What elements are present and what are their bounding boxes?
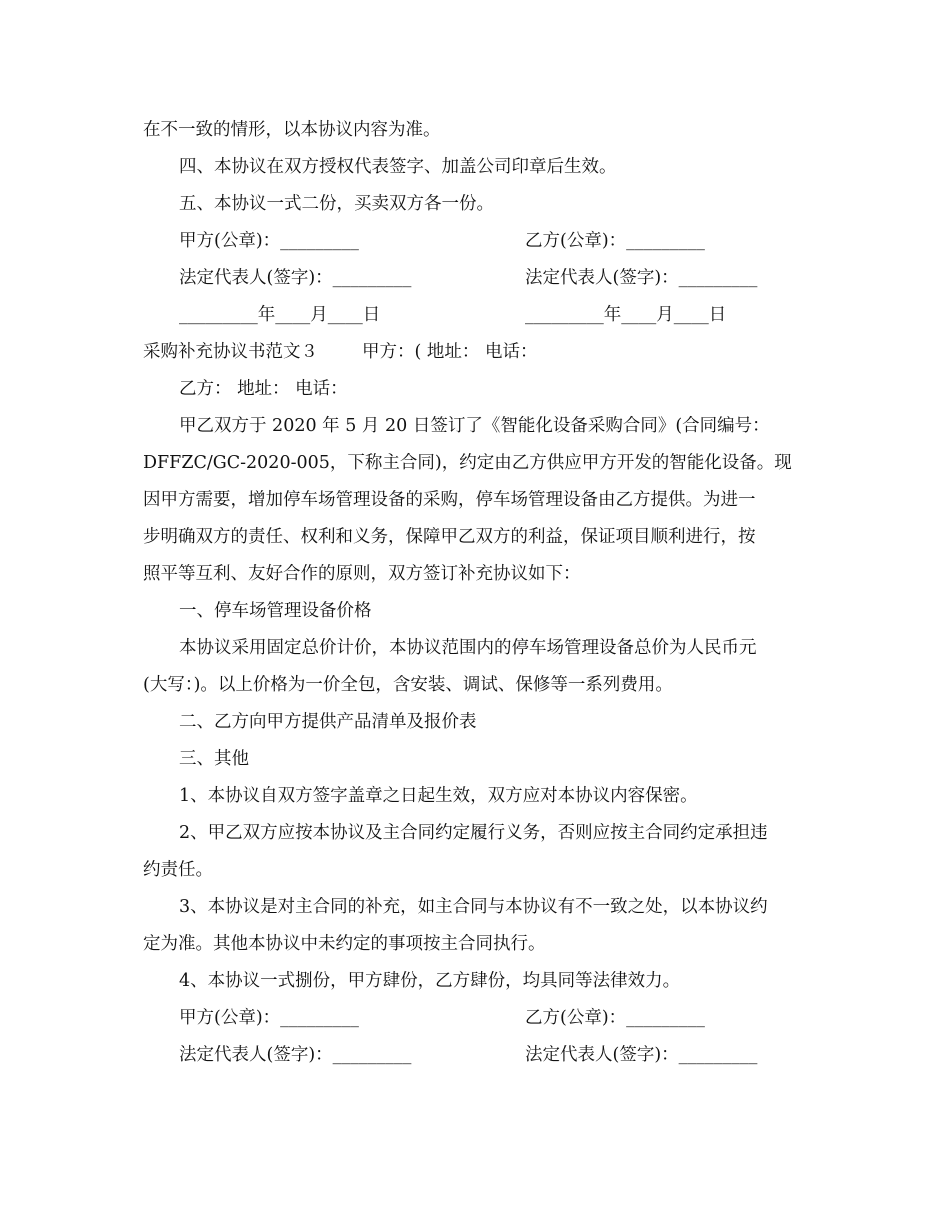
paragraph-line: 甲乙双方于 2020 年 5 月 20 日签订了《智能化设备采购合同》(合同编号： xyxy=(179,416,770,436)
signature-row-date xyxy=(143,297,810,334)
paragraph-line: 照平等互利、友好合作的原则，双方签订补充协议如下： xyxy=(143,564,581,584)
signature-row-rep xyxy=(143,1037,810,1074)
clause-4: 4、本协议一式捌份，甲方肆份，乙方肆份，均具同等法律效力。 xyxy=(179,971,681,991)
paragraph-line: (大写：)。以上价格为一价全包，含安装、调试、保修等一系列费用。 xyxy=(143,675,673,695)
clause-1: 1、本协议自双方签字盖章之日起生效，双方应对本协议内容保密。 xyxy=(179,786,698,806)
signature-row-seal xyxy=(143,1000,810,1037)
heading-product-list: 二、乙方向甲方提供产品清单及报价表 xyxy=(179,712,477,732)
document-body xyxy=(143,112,810,1074)
clause-3-cont: 定为准。其他本协议中未约定的事项按主合同执行。 xyxy=(143,934,546,954)
party-b-seal-field: 乙方(公章)：_________ xyxy=(525,1008,705,1028)
clause-3: 3、本协议是对主合同的补充，如主合同与本协议有不一致之处，以本协议约 xyxy=(179,897,768,917)
party-a-rep-field: 法定代表人(签字)：_________ xyxy=(179,1045,412,1065)
party-b-seal-field: 乙方(公章)：_________ xyxy=(525,231,705,251)
party-a-seal-field: 甲方(公章)：_________ xyxy=(179,1008,359,1028)
signature-row-seal xyxy=(143,223,810,260)
party-a-date-field: _________年____月____日 xyxy=(179,305,381,325)
party-a-info: 甲方：( 地址： 电话： xyxy=(362,342,538,362)
text-line: 在不一致的情形，以本协议内容为准。 xyxy=(143,120,441,140)
section-title-line xyxy=(143,334,810,371)
party-a-rep-field: 法定代表人(签字)：_________ xyxy=(179,268,412,288)
heading-price: 一、停车场管理设备价格 xyxy=(179,601,372,621)
heading-other: 三、其他 xyxy=(179,749,249,769)
clause-four: 四、本协议在双方授权代表签字、加盖公司印章后生效。 xyxy=(179,157,617,177)
party-b-rep-field: 法定代表人(签字)：_________ xyxy=(525,1045,758,1065)
paragraph-line: 本协议采用固定总价计价，本协议范围内的停车场管理设备总价为人民币元 xyxy=(179,638,757,658)
clause-2-cont: 约责任。 xyxy=(143,860,213,880)
paragraph-line: 步明确双方的责任、权利和义务，保障甲乙双方的利益，保证项目顺利进行，按 xyxy=(143,527,756,547)
clause-2: 2、甲乙双方应按本协议及主合同约定履行义务，否则应按主合同约定承担违 xyxy=(179,823,768,843)
paragraph-line: DFFZC/GC-2020-005，下称主合同)，约定由乙方供应甲方开发的智能化设备。现 xyxy=(143,453,792,473)
clause-five: 五、本协议一式二份，买卖双方各一份。 xyxy=(179,194,494,214)
section-title: 采购补充协议书范文３ xyxy=(143,342,318,362)
party-a-seal-field: 甲方(公章)：_________ xyxy=(179,231,359,251)
party-b-info: 乙方： 地址： 电话： xyxy=(179,379,348,399)
party-b-date-field: _________年____月____日 xyxy=(525,305,727,325)
paragraph-line: 因甲方需要，增加停车场管理设备的采购，停车场管理设备由乙方提供。为进一 xyxy=(143,490,756,510)
signature-row-rep xyxy=(143,260,810,297)
party-b-rep-field: 法定代表人(签字)：_________ xyxy=(525,268,758,288)
